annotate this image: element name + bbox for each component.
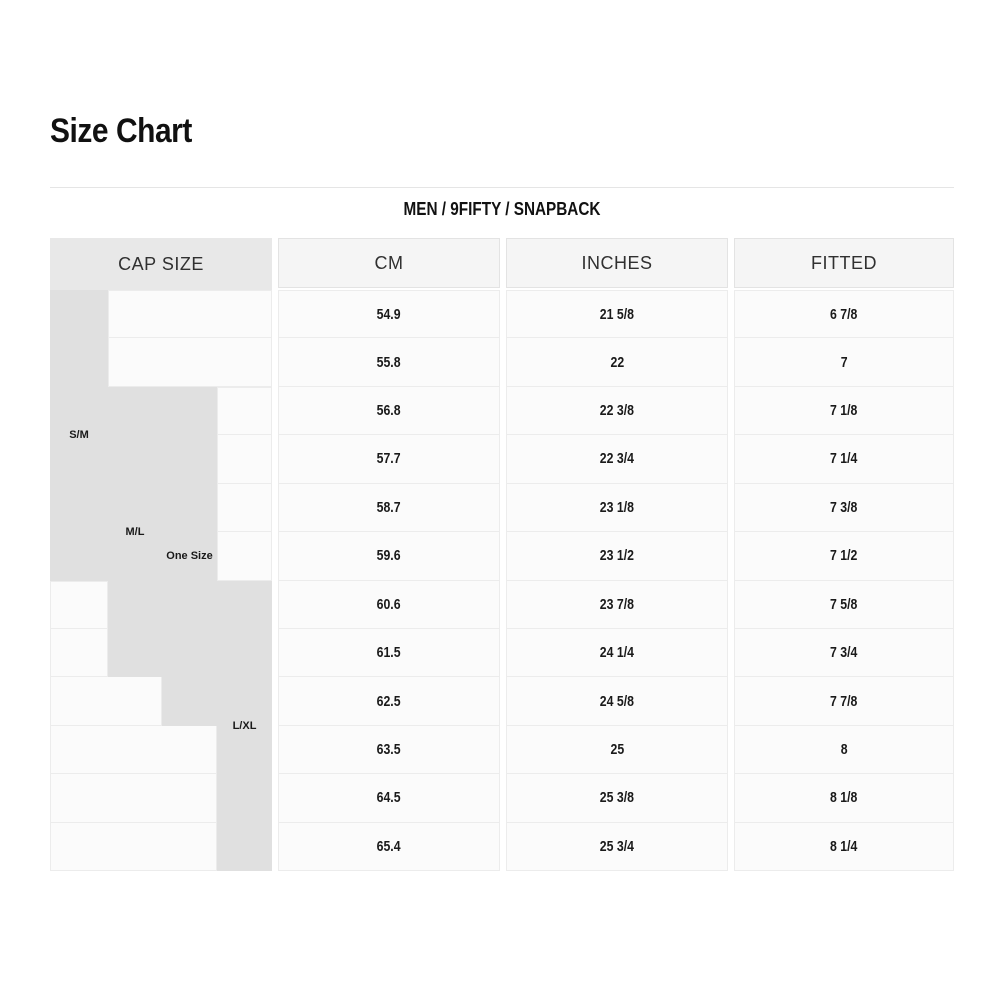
inches-value-cell (506, 726, 728, 774)
cap-size-empty-cell (50, 823, 217, 871)
cm-cells (278, 290, 500, 871)
inches-value-cell (506, 435, 728, 483)
inches-value-cell (506, 338, 728, 386)
cap-size-empty-cell (217, 532, 272, 580)
cm-value-cell (278, 823, 500, 871)
fitted-value-cell (734, 823, 954, 871)
fitted-value: 7 1/8 (830, 402, 858, 420)
inches-value: 22 3/4 (599, 450, 635, 468)
inches-value: 22 3/8 (599, 402, 635, 420)
cap-size-empty-cell (50, 726, 217, 774)
fitted-value: 7 1/4 (830, 450, 858, 468)
fitted-column (734, 238, 954, 871)
cm-value-cell (278, 387, 500, 435)
category-breadcrumb: MEN / 9FIFTY / SNAPBACK (403, 199, 601, 219)
fitted-value-cell (734, 338, 954, 386)
size-span-label: M/L (125, 526, 145, 539)
cm-value: 54.9 (377, 305, 401, 323)
fitted-value: 7 1/2 (830, 547, 858, 565)
cm-value: 56.8 (377, 402, 401, 420)
cm-value: 61.5 (377, 644, 401, 662)
cm-value-cell (278, 290, 500, 338)
cm-value-cell (278, 435, 500, 483)
fitted-value: 7 (840, 353, 848, 371)
cap-size-empty-cell (108, 338, 272, 386)
cap-size-empty-cell (217, 435, 272, 483)
cm-value: 64.5 (377, 789, 401, 807)
fitted-value-cell (734, 387, 954, 435)
inches-value: 23 7/8 (599, 595, 635, 613)
fitted-value: 7 5/8 (830, 595, 858, 613)
inches-cells (506, 290, 728, 871)
column-header-inches: INCHES (506, 238, 728, 288)
fitted-value-cell (734, 629, 954, 677)
fitted-value: 6 7/8 (830, 305, 858, 323)
fitted-value-cell (734, 726, 954, 774)
inches-value: 22 (610, 353, 624, 371)
cm-value: 60.6 (377, 595, 401, 613)
page-title: Size Chart (50, 112, 192, 150)
inches-value-cell (506, 629, 728, 677)
cap-size-empty-cell (50, 581, 108, 629)
column-header-fitted: FITTED (734, 238, 954, 288)
size-span-label: S/M (69, 429, 89, 442)
size-span-label: L/XL (232, 719, 257, 732)
cap-size-empty-cell (50, 774, 217, 822)
cap-size-empty-cell (217, 387, 272, 435)
column-header-cm: CM (278, 238, 500, 288)
size-span-label: One Size (166, 550, 213, 563)
inches-value: 23 1/8 (599, 498, 635, 516)
fitted-value: 8 1/4 (830, 837, 858, 855)
fitted-value-cell (734, 435, 954, 483)
inches-value-cell (506, 677, 728, 725)
size-span-s-m (50, 290, 108, 581)
fitted-value: 8 1/8 (830, 789, 858, 807)
size-span-m-l (108, 387, 162, 678)
cm-column (278, 238, 500, 871)
inches-value-cell (506, 823, 728, 871)
fitted-value-cell (734, 774, 954, 822)
cap-size-empty-cell (108, 290, 272, 338)
inches-value: 24 1/4 (599, 644, 635, 662)
size-span-one-size (162, 387, 217, 726)
cm-value: 62.5 (377, 692, 401, 710)
inches-value-cell (506, 387, 728, 435)
column-header-cap-size: CAP SIZE (50, 238, 272, 290)
cm-value-cell (278, 629, 500, 677)
inches-value: 25 (610, 740, 624, 758)
cm-value: 59.6 (377, 547, 401, 565)
fitted-value: 7 3/8 (830, 498, 858, 516)
inches-value-cell (506, 290, 728, 338)
fitted-value: 7 7/8 (830, 692, 858, 710)
cm-value-cell (278, 677, 500, 725)
cm-value-cell (278, 581, 500, 629)
inches-value-cell (506, 484, 728, 532)
cm-value: 58.7 (377, 498, 401, 516)
cm-value-cell (278, 484, 500, 532)
cm-value: 63.5 (377, 740, 401, 758)
inches-value-cell (506, 774, 728, 822)
size-table (50, 238, 954, 871)
cap-size-empty-cell (217, 484, 272, 532)
inches-value: 23 1/2 (599, 547, 635, 565)
cap-size-column (50, 238, 272, 871)
divider (50, 187, 954, 188)
cm-value: 65.4 (377, 837, 401, 855)
cap-size-empty-cell (50, 629, 108, 677)
inches-value: 25 3/4 (599, 837, 635, 855)
fitted-cells (734, 290, 954, 871)
fitted-value-cell (734, 290, 954, 338)
cm-value-cell (278, 338, 500, 386)
inches-value-cell (506, 532, 728, 580)
fitted-value-cell (734, 581, 954, 629)
cm-value: 55.8 (377, 353, 401, 371)
cm-value-cell (278, 726, 500, 774)
inches-value: 25 3/8 (599, 789, 635, 807)
inches-value: 21 5/8 (599, 305, 635, 323)
inches-value-cell (506, 581, 728, 629)
fitted-value: 8 (840, 740, 848, 758)
size-span-l-xl (217, 581, 272, 872)
fitted-value-cell (734, 677, 954, 725)
inches-column (506, 238, 728, 871)
cap-size-grid (50, 290, 272, 871)
fitted-value-cell (734, 484, 954, 532)
fitted-value: 7 3/4 (830, 644, 858, 662)
cm-value-cell (278, 774, 500, 822)
inches-value: 24 5/8 (599, 692, 635, 710)
cm-value: 57.7 (377, 450, 401, 468)
fitted-value-cell (734, 532, 954, 580)
cm-value-cell (278, 532, 500, 580)
cap-size-empty-cell (50, 677, 162, 725)
